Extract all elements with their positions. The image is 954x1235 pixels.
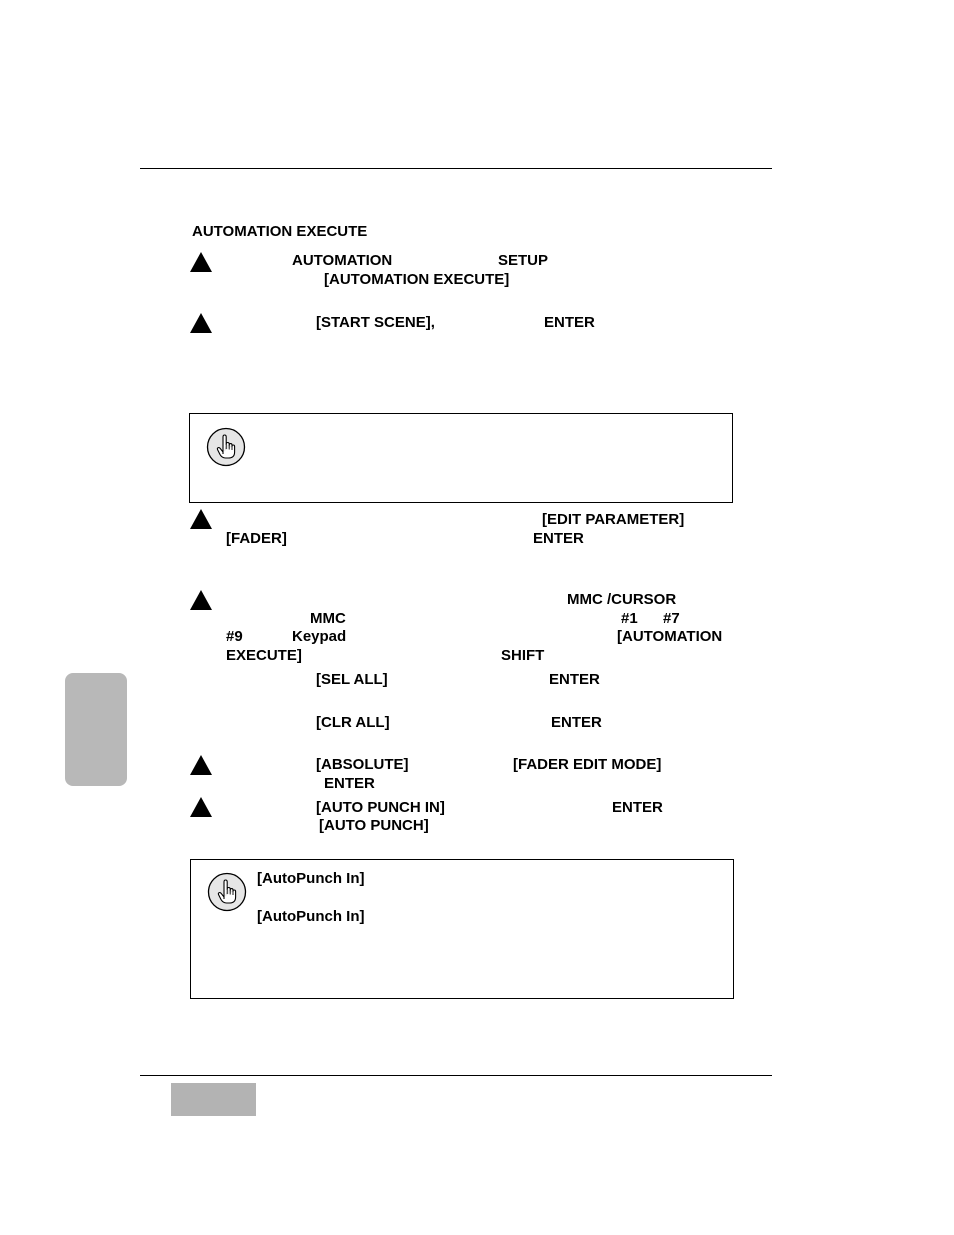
step4-mmc: MMC: [310, 610, 346, 627]
step5-fader-edit-mode: [FADER EDIT MODE]: [513, 756, 662, 773]
header-rule: [140, 168, 772, 169]
note2-autopunch-in-1: [AutoPunch In]: [257, 870, 365, 887]
step3-edit-parameter: [EDIT PARAMETER]: [542, 511, 685, 528]
footer-rule: [140, 1075, 772, 1076]
step3-fader: [FADER]: [226, 530, 287, 547]
chapter-tab: [65, 673, 127, 786]
step2-enter: ENTER: [544, 314, 595, 331]
triangle-icon: [190, 590, 212, 610]
triangle-icon: [190, 252, 212, 272]
step4-automation: [AUTOMATION: [617, 628, 723, 645]
step4-execute: EXECUTE]: [226, 647, 302, 664]
step4-num9: #9: [226, 628, 243, 645]
step6-enter: ENTER: [612, 799, 663, 816]
step4-num7: #7: [663, 610, 680, 627]
pointing-hand-icon: [206, 427, 246, 467]
step4-mmc-cursor: MMC /CURSOR: [567, 591, 677, 608]
note2-autopunch-in-2: [AutoPunch In]: [257, 908, 365, 925]
step6-auto-punch-in: [AUTO PUNCH IN]: [316, 799, 445, 816]
step4-shift: SHIFT: [501, 647, 545, 664]
triangle-icon: [190, 755, 212, 775]
step4-sel-all: [SEL ALL]: [316, 671, 388, 688]
step4-clr-all: [CLR ALL]: [316, 714, 390, 731]
step3-enter: ENTER: [533, 530, 584, 547]
step1-setup: SETUP: [498, 252, 549, 269]
section-heading: AUTOMATION EXECUTE: [192, 223, 368, 240]
step1-automation-execute: [AUTOMATION EXECUTE]: [324, 271, 510, 288]
pointing-hand-icon: [207, 872, 247, 912]
step4-enter-1: ENTER: [549, 671, 600, 688]
triangle-icon: [190, 313, 212, 333]
step4-num1: #1: [621, 610, 638, 627]
step4-keypad: Keypad: [292, 628, 347, 645]
step1-automation: AUTOMATION: [292, 252, 393, 269]
step5-enter: ENTER: [324, 775, 375, 792]
note-box: [189, 413, 733, 503]
step2-start-scene: [START SCENE],: [316, 314, 435, 331]
triangle-icon: [190, 797, 212, 817]
triangle-icon: [190, 509, 212, 529]
step4-enter-2: ENTER: [551, 714, 602, 731]
step6-auto-punch: [AUTO PUNCH]: [319, 817, 429, 834]
note-box-autopunch: [190, 859, 734, 999]
page-number-box: [171, 1083, 256, 1116]
step5-absolute: [ABSOLUTE]: [316, 756, 409, 773]
